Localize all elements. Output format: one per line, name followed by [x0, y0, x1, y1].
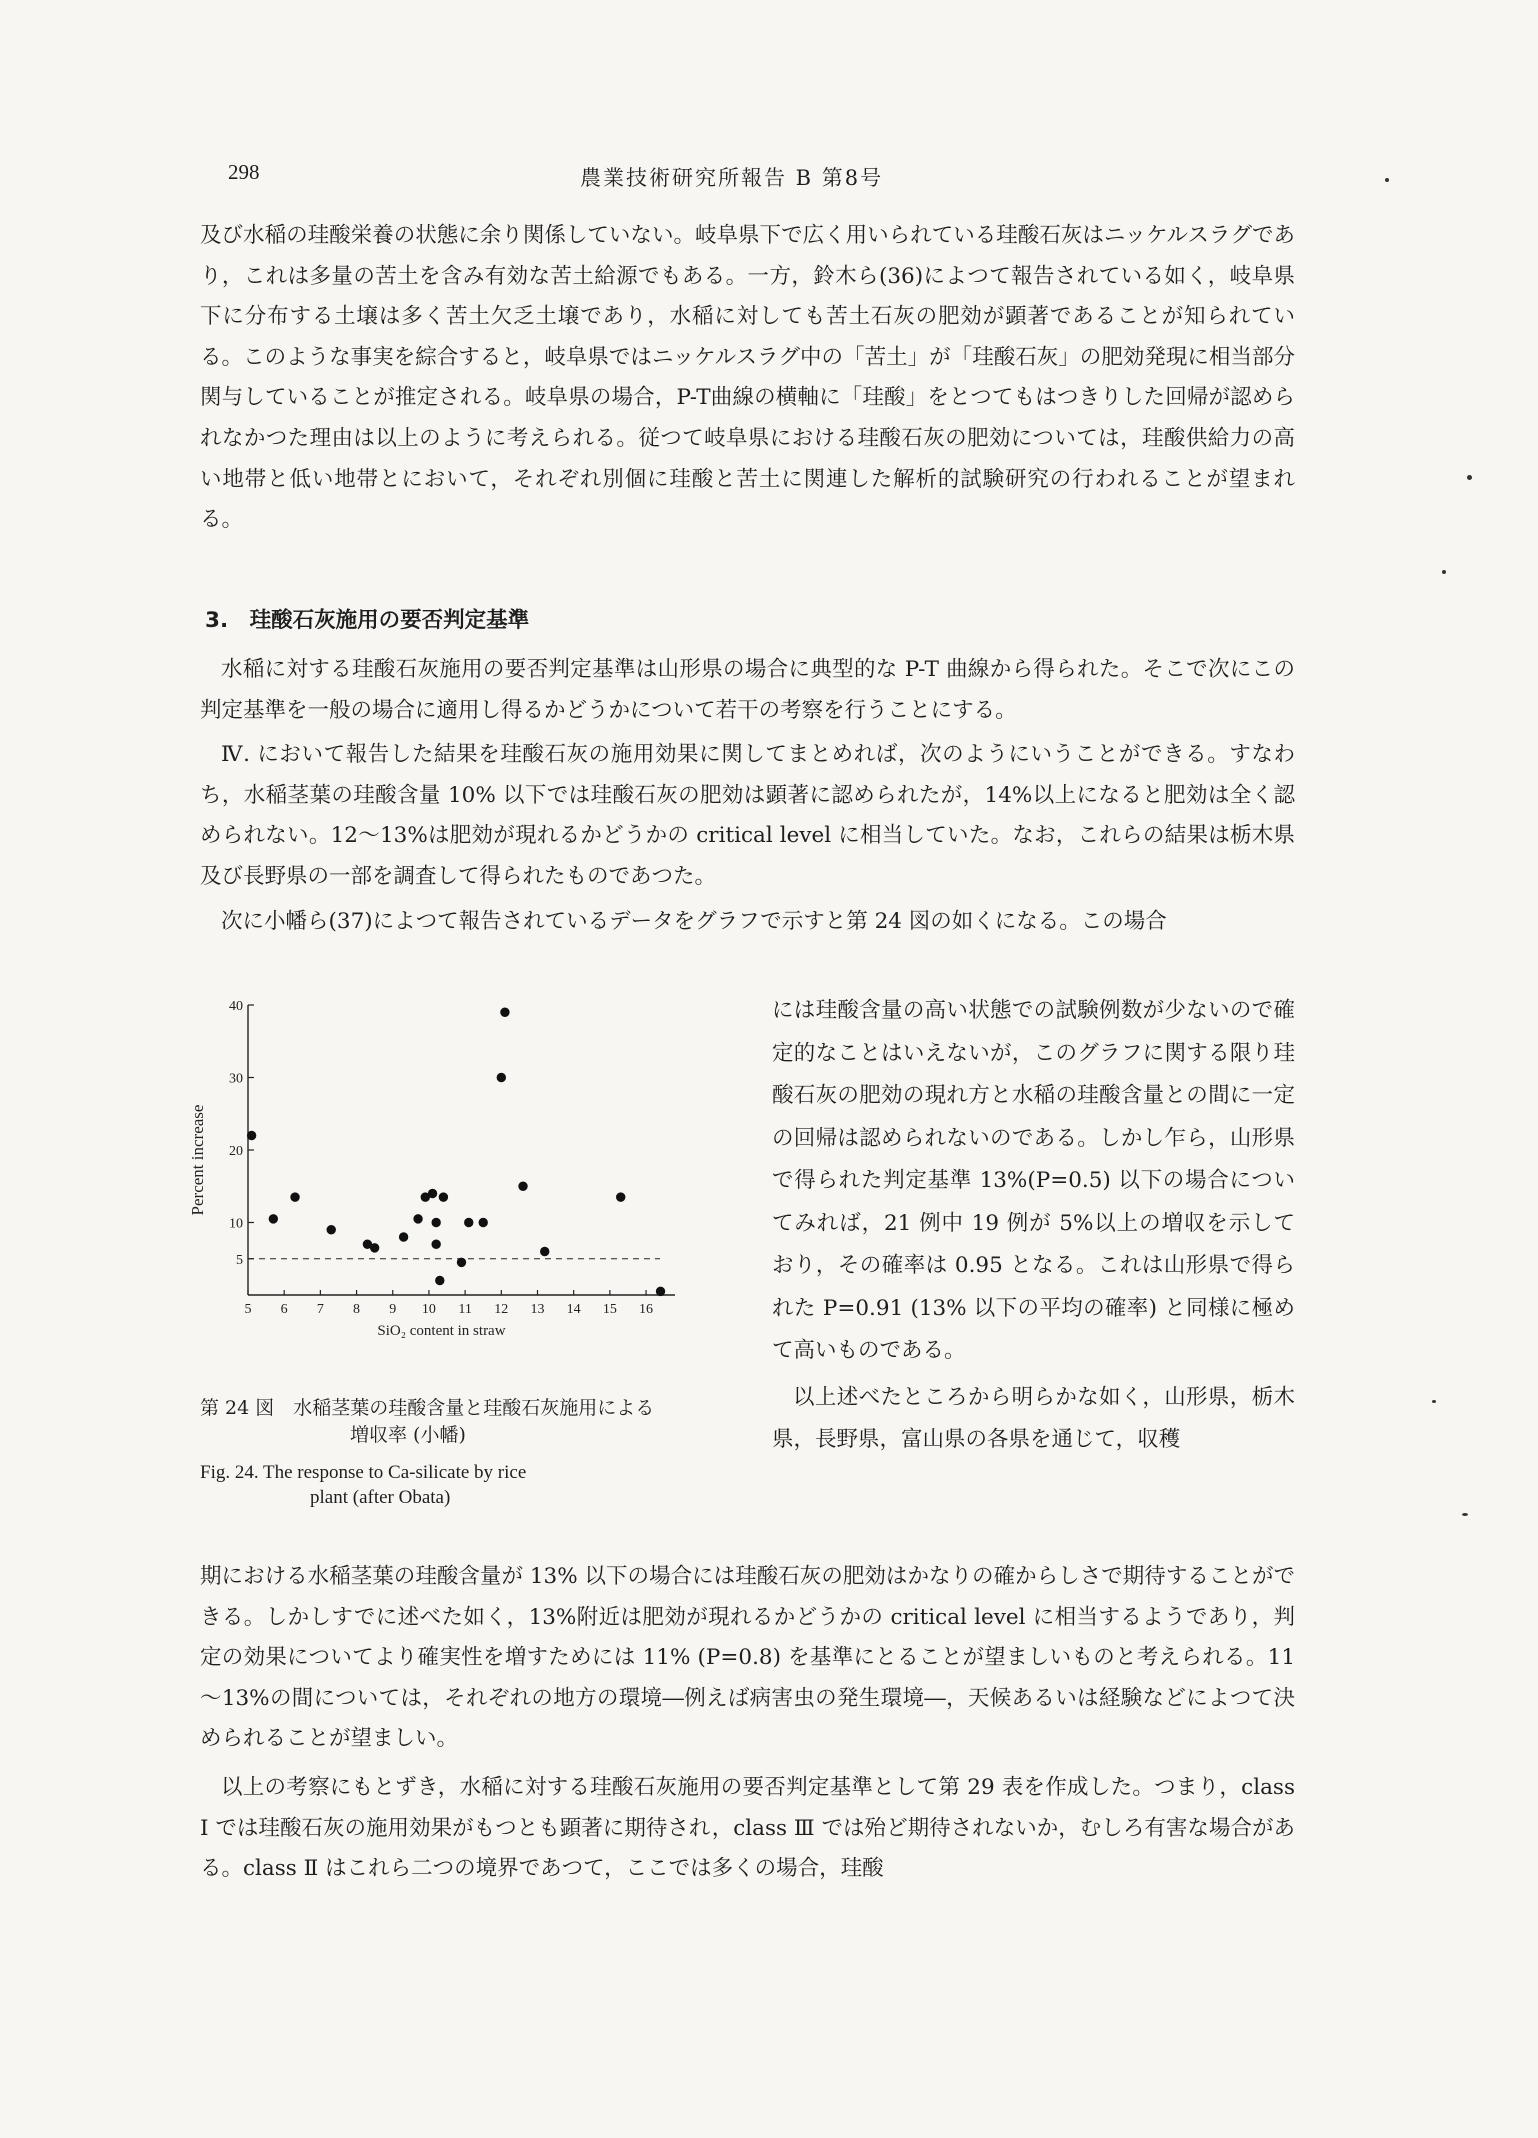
y-tick-label: 30: [229, 1071, 243, 1087]
x-tick-label: 11: [458, 1302, 472, 1317]
data-point: [414, 1215, 422, 1223]
journal-title: 農業技術研究所報告 B 第8号: [580, 166, 884, 190]
data-point: [327, 1226, 335, 1234]
data-point: [541, 1247, 549, 1255]
data-point: [370, 1244, 378, 1252]
figure-caption-jp: [200, 1395, 720, 1449]
body-text-bottom: [200, 1557, 1295, 1890]
y-tick-label: 10: [229, 1216, 243, 1232]
scan-speck: [1462, 1513, 1468, 1516]
side-paragraph-2: 以上述べたところから明らかな如く，山形県，栃木県，長野県，富山県の各県を通じて，収穫: [772, 1384, 1295, 1452]
side-column-text: [772, 990, 1295, 1462]
paragraph-4: 次に小幡ら(37)によつて報告されているデータをグラフで示すと第 24 図の如くになる。この場合: [221, 908, 1167, 934]
page-number: 298: [228, 160, 260, 184]
caption-en-line-2: plant (after Obata): [310, 1487, 451, 1508]
data-point: [269, 1215, 277, 1223]
paragraph-6: 以上の考察にもとずき，水稲に対する珪酸石灰施用の要否判定基準として第 29 表を作成した。つまり，class Ⅰ では珪酸石灰の施用効果がもつとも顕著に期待され，class Ⅲ では殆ど期待されないか，むしろ有害な場合がある。class Ⅱ はこれら二つの境界であつて，ここでは多くの場合，珪酸: [200, 1774, 1295, 1882]
data-point: [247, 1131, 255, 1139]
paragraph-1: 及び水稲の珪酸栄養の状態に余り関係していない。岐阜県下で広く用いられている珪酸石灰はニッケルスラグであり，これは多量の苦土を含み有効な苦土給源でもある。一方，鈴木ら(36)によつて報告されている如く，岐阜県下に分布する土壌は多く苦土欠乏土壌であり，水稲に対しても苦土石灰の肥効が顕著であることが知られている。このような事実を綜合すると，岐阜県ではニッケルスラグ中の「苦土」が「珪酸石灰」の肥効発現に相当部分関与していることが推定される。岐阜県の場合，P-T曲線の横軸に「珪酸」をとつてもはつきりした回帰が認められなかつた理由は以上のように考えられる。従つて岐阜県における珪酸石灰の肥効については，珪酸供給力の高い地帯と低い地帯とにおいて，それぞれ別個に珪酸と苦土に関連した解析的試験研究の行われることが望まれる。: [200, 223, 1295, 533]
scan-speck: [1432, 1400, 1436, 1403]
scan-speck: [1385, 178, 1389, 182]
paragraph-5: 期における水稲茎葉の珪酸含量が 13% 以下の場合には珪酸石灰の肥効はかなりの確からしさで期待することができる。しかしすでに述べた如く，13%附近は肥効が現れるかどうかの critical level に相当するようであり，判定の効果についてより確実性を増すためには 11% (P=0.8) を基準にとることが望ましいものと考えられる。11～13%の間については，それぞれの地方の環境―例えば病害虫の発生環境―，天候あるいは経験などによつて決められることが望ましい。: [200, 1564, 1295, 1752]
paragraph-2: 水稲に対する珪酸石灰施用の要否判定基準は山形県の場合に典型的な P-T 曲線から得られた。そこで次にこの判定基準を一般の場合に適用し得るかどうかについて若干の考察を行うことにする。: [200, 657, 1295, 723]
body-text-middle: [200, 650, 1295, 942]
data-point: [436, 1276, 444, 1284]
scan-speck: [1442, 570, 1446, 574]
page-header: [0, 160, 1538, 200]
side-paragraph: には珪酸含量の高い状態での試験例数が少ないので確定的なことはいえないが，このグラフに関する限り珪酸石灰の肥効の現れ方と水稲の珪酸含量との間に一定の回帰は認められないのである。しかし乍ら，山形県で得られた判定基準 13%(P=0.5) 以下の場合についてみれば，21 例中 19 例が 5%以上の増収を示しており，その確率は 0.95 となる。これは山形県で得られた P=0.91 (13% 以下の平均の確率) と同様に極めて高いものである。: [772, 998, 1295, 1363]
x-tick-label: 16: [639, 1302, 654, 1317]
data-point: [428, 1189, 436, 1197]
data-point: [439, 1193, 447, 1201]
section-heading: 3. 珪酸石灰施用の要否判定基準: [205, 608, 530, 633]
y-axis-label: Percent increase: [188, 1104, 207, 1216]
x-tick-label: 9: [389, 1302, 397, 1317]
figure-24: [180, 995, 735, 1515]
x-tick-label: 10: [421, 1302, 436, 1317]
data-point: [497, 1073, 505, 1081]
x-tick-label: 7: [316, 1302, 324, 1317]
x-axis-label: SiO₂ content in straw: [377, 1323, 506, 1339]
x-tick-label: 6: [280, 1302, 288, 1317]
paragraph-3: Ⅳ. において報告した結果を珪酸石灰の施用効果に関してまとめれば，次のようにいうことができる。すなわち，水稲茎葉の珪酸含量 10% 以下では珪酸石灰の肥効は顕著に認められたが，14%以上になると肥効は全く認められない。12～13%は肥効が現れるかどうかの critical level に相当していた。なお，これらの結果は栃木県及び長野県の一部を調査して得られたものであつた。: [200, 742, 1295, 889]
y-tick-label: 20: [229, 1144, 243, 1159]
data-point: [432, 1218, 440, 1226]
caption-jp-line-2: 増収率 (小幡): [350, 1424, 466, 1446]
data-point: [501, 1008, 509, 1016]
data-point: [291, 1193, 299, 1201]
scatter-chart: [180, 995, 700, 1375]
data-point: [432, 1240, 440, 1248]
data-point: [656, 1287, 664, 1295]
body-text-top: [200, 216, 1295, 541]
scan-speck: [1467, 475, 1472, 480]
x-tick-label: 14: [566, 1302, 581, 1317]
caption-en-line-1: Fig. 24. The response to Ca-silicate by rice: [200, 1462, 527, 1483]
data-point: [479, 1218, 487, 1226]
x-tick-label: 13: [530, 1302, 545, 1317]
x-tick-label: 12: [494, 1302, 509, 1317]
figure-caption-en: [200, 1460, 720, 1510]
y-tick-label: 5: [236, 1252, 243, 1268]
data-point: [519, 1182, 527, 1190]
x-tick-label: 8: [353, 1302, 361, 1317]
y-tick-label: 40: [229, 999, 243, 1014]
data-point: [399, 1233, 407, 1241]
x-tick-label: 5: [244, 1302, 252, 1317]
x-tick-label: 15: [602, 1302, 617, 1317]
data-point: [465, 1218, 473, 1226]
caption-jp-line-1: 第 24 図 水稲茎葉の珪酸含量と珪酸石灰施用による: [200, 1397, 655, 1419]
data-point: [457, 1258, 465, 1266]
data-point: [617, 1193, 625, 1201]
